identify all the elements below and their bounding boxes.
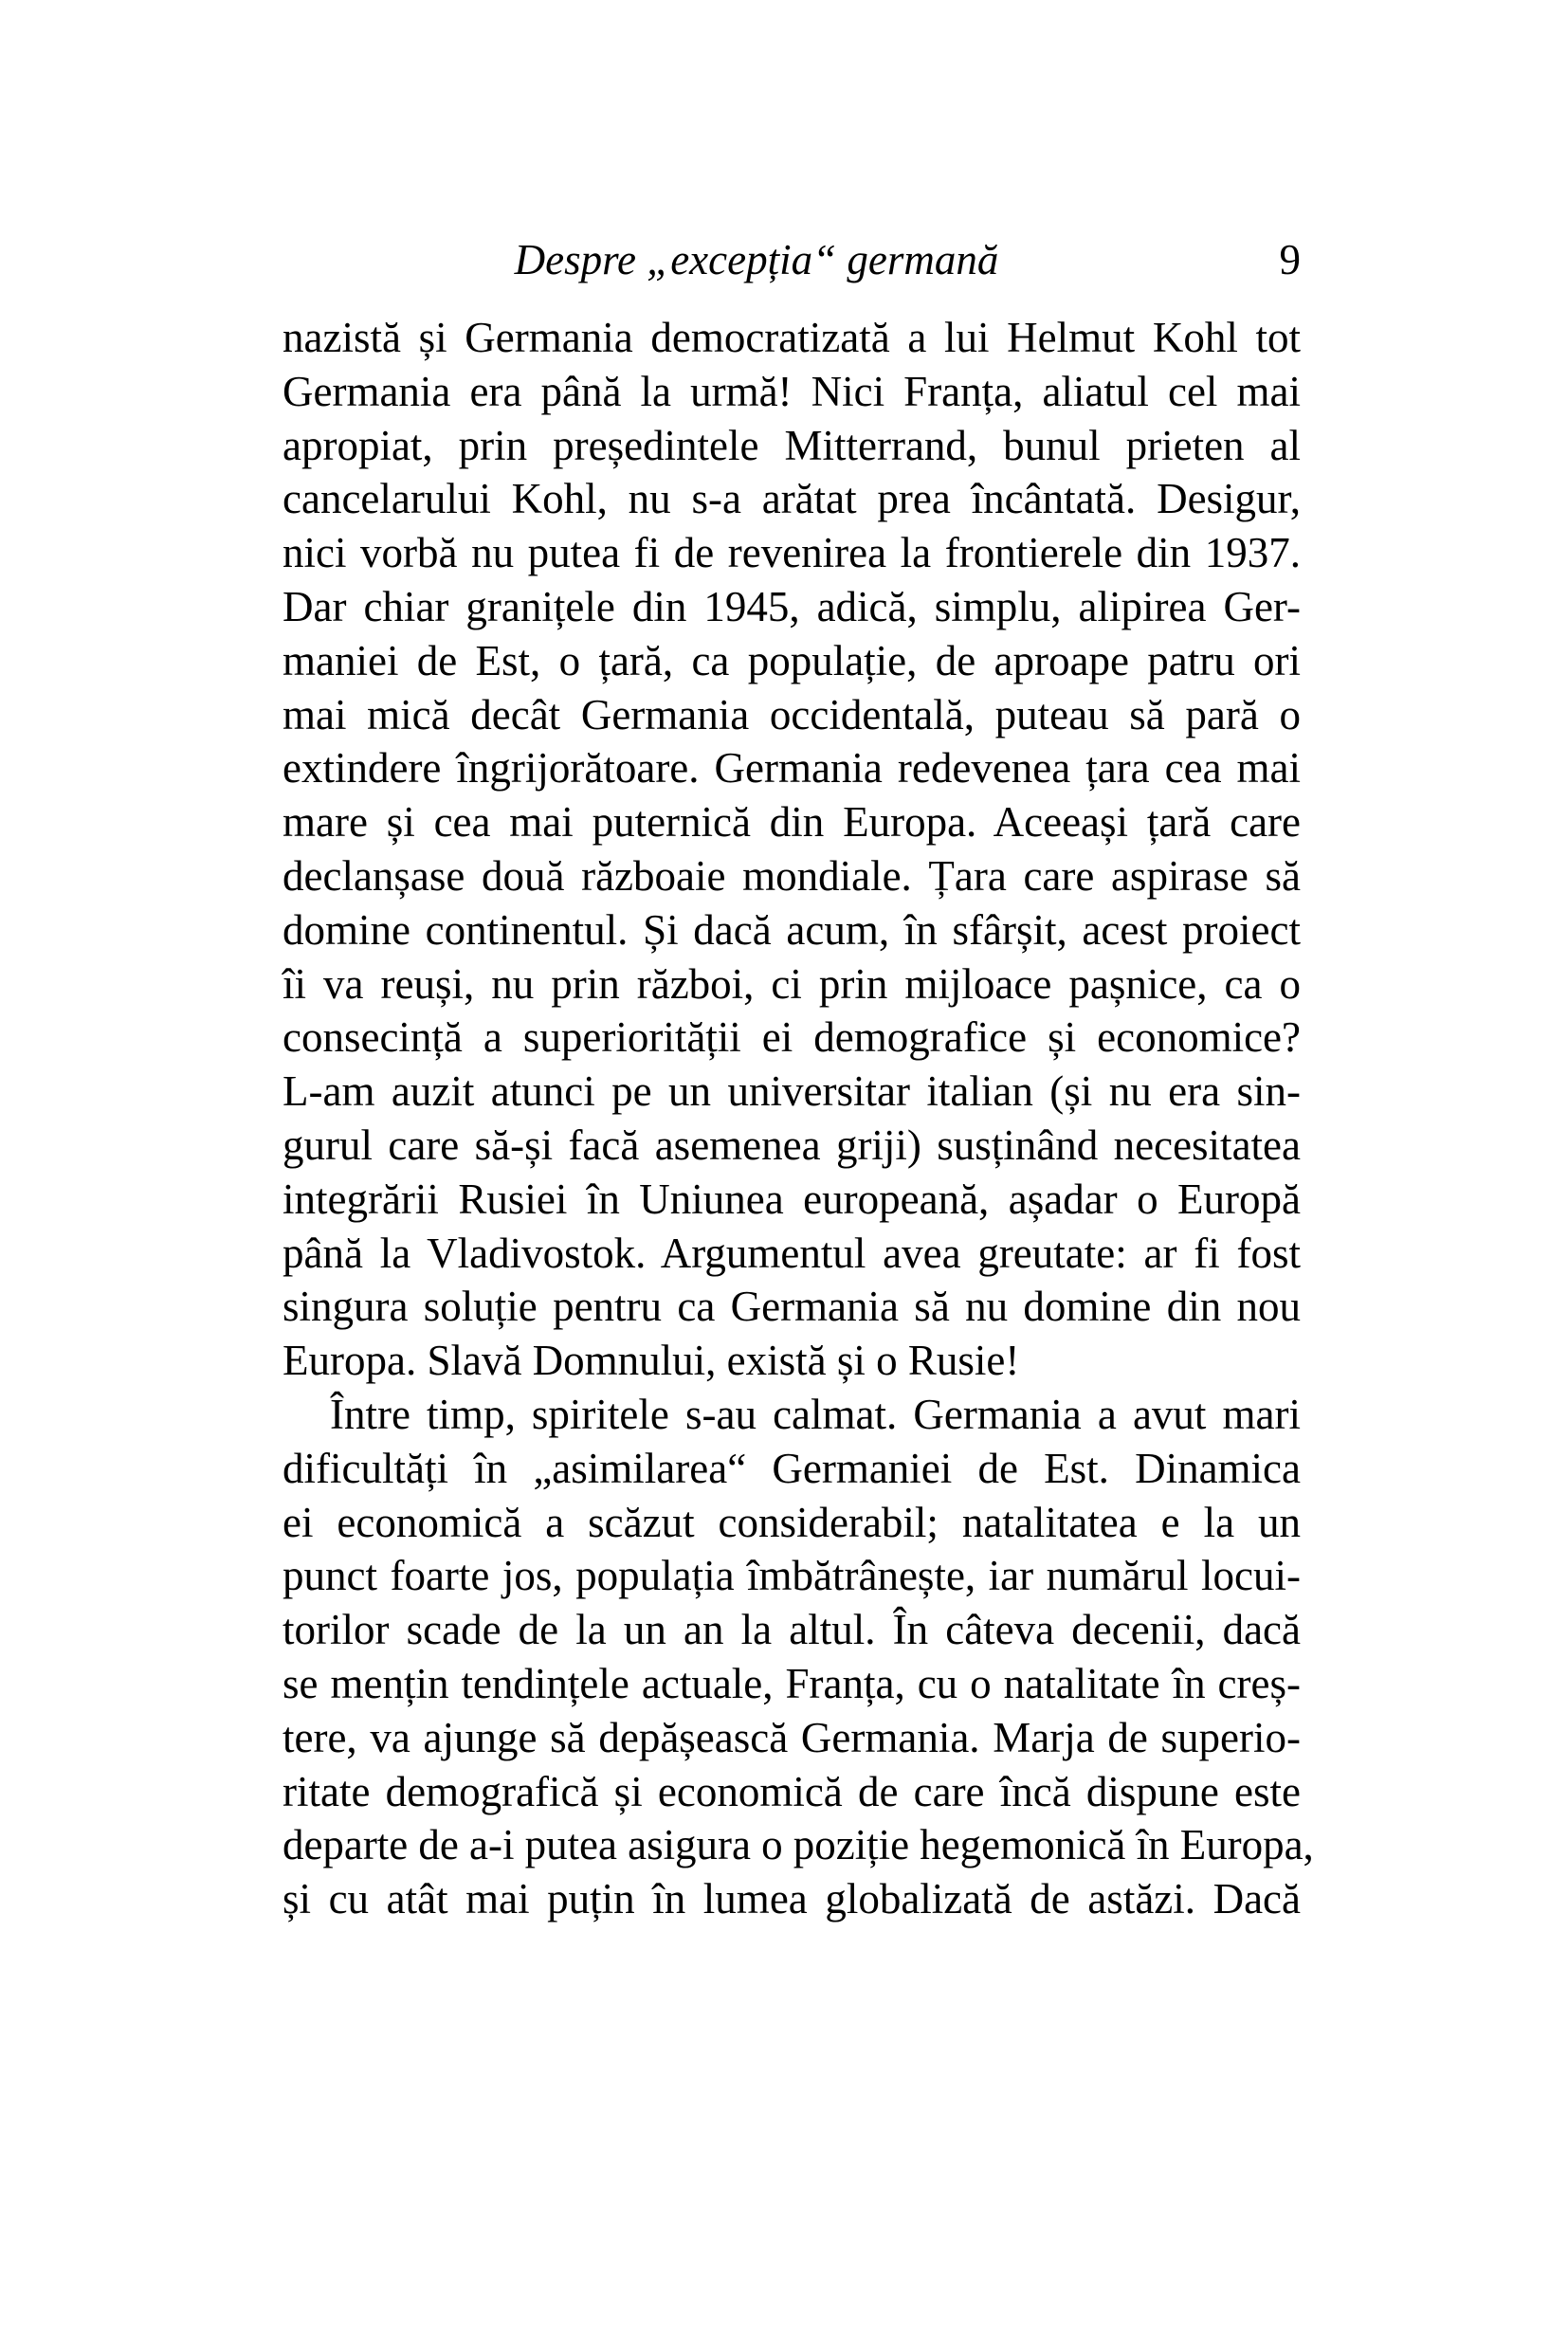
text-line: gurul care să-și facă asemenea griji) susținând necesitatea [283,1121,1301,1169]
text-line: integrării Rusiei în Uniunea europeană, așadar o Europă [283,1175,1301,1223]
text-line: Între timp, spiritele s-au calmat. Germania a avut mari [330,1390,1301,1438]
text-line: Germania era până la urmă! Nici Franța, aliatul cel mai [283,367,1301,415]
text-line: mare și cea mai puternică din Europa. Aceeași țară care [283,798,1301,847]
running-header [283,235,1301,292]
paragraph-1 [283,311,1301,1388]
text-line: tere, va ajunge să depășească Germania. Marja de superio- [283,1713,1301,1761]
text-line: dificultăți în „asimilarea“ Germaniei de Est. Dinamica [283,1444,1301,1492]
text-line: și cu atât mai puțin în lumea globalizată de astăzi. Dacă [283,1875,1301,1923]
body-text [283,311,1314,1926]
text-line: torilor scade de la un an la altul. În câteva decenii, dacă [283,1606,1301,1654]
text-line: punct foarte jos, populația îmbătrânește, iar numărul locui- [283,1552,1301,1600]
text-line: L-am auzit atunci pe un universitar italian (și nu era sin- [283,1067,1301,1116]
text-line: îi va reuși, nu prin război, ci prin mijloace pașnice, ca o [283,959,1301,1008]
running-title: Despre „excepția“ germană [514,236,999,283]
text-line: consecință a superiorității ei demografice și economice? [283,1013,1301,1062]
text-line: extindere îngrijorătoare. Germania redevenea țara cea mai [283,744,1301,793]
text-line: se mențin tendințele actuale, Franța, cu o natalitate în creș- [283,1659,1301,1707]
text-line: nici vorbă nu putea fi de revenirea la frontierele din 1937. [283,529,1301,577]
text-line: ei economică a scăzut considerabil; natalitatea e la un [283,1498,1301,1546]
text-line: ritate demografică și economică de care încă dispune este [283,1767,1301,1815]
text-line: Europa. Slavă Domnului, există și o Rusie! [283,1337,1020,1385]
text-line: maniei de Est, o țară, ca populație, de aproape patru ori [283,636,1301,684]
text-line: nazistă și Germania democratizată a lui Helmut Kohl tot [283,314,1301,361]
text-line: până la Vladivostok. Argumentul avea greutate: ar fi fost [283,1229,1301,1277]
text-line: cancelarului Kohl, nu s-a arătat prea încântată. Desigur, [283,475,1301,523]
text-line: mai mică decât Germania occidentală, puteau să pară o [283,690,1301,738]
text-line: domine continentul. Și dacă acum, în sfârșit, acest proiect [283,905,1301,954]
text-line: apropiat, prin președintele Mitterrand, bunul prieten al [283,421,1301,469]
text-line: declanșase două războaie mondiale. Țara care aspirase să [283,851,1301,900]
text-line: departe de a-i putea asigura o poziție hegemonică în Europa, [283,1821,1314,1869]
text-line: Dar chiar granițele din 1945, adică, simplu, alipirea Ger- [283,582,1301,630]
paragraph-2 [283,1388,1314,1926]
page-number: 9 [1279,236,1301,283]
text-line: singura soluție pentru ca Germania să nu domine din nou [283,1283,1301,1331]
